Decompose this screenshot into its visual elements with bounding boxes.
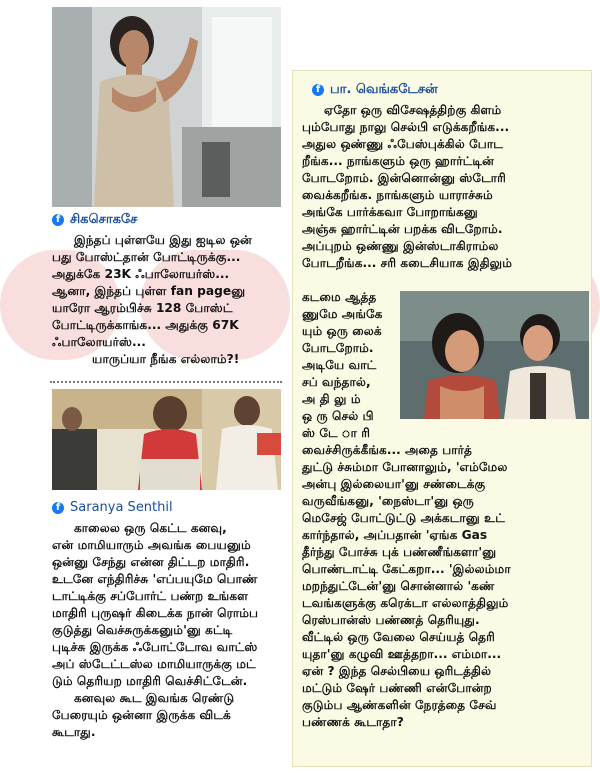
post1-line: ஃபாலோயர்ஸ்... [52, 335, 146, 349]
post1-line: அதுக்கே 23K ஃபாலோயர்ஸ்... [52, 267, 230, 281]
post2-photo [52, 389, 281, 490]
post1-line: ஆனா, இந்தப் புள்ள fan pageனு [52, 284, 246, 298]
post3-line: அஞ்சு ஹார்ட்டின் பறக்க விடறோம். [302, 222, 503, 236]
post3-line: பொண்டாட்டி கேட்கறா... 'இல்லம்மா [302, 562, 511, 576]
post3-body-bottom [302, 442, 585, 731]
post3-line: கார்ந்தால், அப்பதான் 'ஏங்க Gas [302, 528, 488, 542]
post2-author-name: Saranya Senthil [70, 500, 173, 515]
post2-line: டும் தெரியற மாதிரி வெச்சிட்டேன். [52, 674, 248, 688]
post3-line: ஏன் ? இந்த செல்பியை ஒரிடத்தில் [302, 664, 492, 678]
post3-line: அ தி லு ம் [302, 392, 361, 406]
post3-line: டவங்களுக்கு கரெக்டா எல்லாத்திலும் [302, 596, 509, 610]
post3-line: யும் ஒரு லைக் [302, 324, 382, 338]
post2-line: அப் ஸ்டேட்டஸ்ல மாமியாருக்கு மட் [52, 657, 256, 671]
post3-line: போடறீங்க... சரி கடைசியாக இதிலும் [302, 256, 513, 270]
section-divider [50, 381, 282, 383]
post1-line: போட்டிருக்காங்க... அதுக்கு 67K [52, 318, 239, 332]
post3-line: போடறோம். [302, 341, 374, 355]
post3-line: அதுல ஒண்ணு ஃபேஸ்புக்கில் போட [302, 137, 503, 151]
post3-line: யுதா'னு கழுவி ஊத்தறா... எம்மா... [302, 647, 502, 661]
post2-line: டாட்டிக்கு சப்போர்ட் பண்ற உங்கள [52, 589, 249, 603]
post3-line: ணுமே அங்கே [302, 307, 383, 321]
post2-line: என் மாமியாரும் அவங்க பையனும் [52, 538, 251, 552]
post1-author-name: சிகசொகசே [70, 212, 138, 227]
post3-line: வீட்டில் ஒரு வேலை செய்யத் தெரி [302, 630, 495, 644]
post3-line: மெசேஜ் போட்டுட்டு அக்கடானு உட் [302, 511, 505, 525]
post3-author[interactable] [312, 82, 438, 98]
post3-body-wrap [302, 289, 396, 442]
post1-photo [52, 7, 281, 207]
post2-line: மாதிரி புருஷர் கிடைக்க நான் ரொம்ப [52, 606, 259, 620]
post3-line: குடும்ப ஆண்களின் நேரத்தை சேவ் [302, 698, 497, 712]
post3-author-name: பா. வெங்கடேசன் [330, 82, 438, 97]
post2-line: கூடாது. [52, 725, 96, 739]
post1-line: யாரோ ஆரம்பிச்சு 128 போஸ்ட் [52, 301, 233, 315]
post3-line: அங்கே பார்க்கவா போறாங்கனு [302, 205, 478, 219]
post3-photo [400, 291, 589, 419]
post1-line: பது போஸ்ட்தான் போட்டிருக்கு... [52, 250, 241, 264]
post2-line: குடுத்து வெச்சுருக்கனும்'னு கட்டி [52, 623, 233, 637]
facebook-icon: f [52, 502, 64, 514]
post2-author[interactable] [52, 500, 173, 515]
post3-line: வருவீங்கனு, 'நைஸ்டா'னு ஒரு [302, 494, 474, 508]
post3-line: ஸ் டே ா ரி [302, 426, 371, 440]
post3-line: வைக்கறீங்க. நாங்களும் யாராச்சும் [302, 188, 493, 202]
post1-body [52, 232, 281, 368]
facebook-icon: f [312, 84, 324, 96]
post1-line: இந்தப் புள்ளயே இது ஐடில ஒன் [74, 233, 252, 247]
post2-body [52, 520, 281, 741]
post3-line: மறந்துட்டேன்'னு சொன்னால் 'கண் [302, 579, 495, 593]
post3-line: ஒ ரு செல் பி [302, 409, 374, 423]
post1-author[interactable] [52, 212, 137, 228]
facebook-icon: f [52, 214, 64, 226]
post2-line: கனவுல கூட இவங்க ரெண்டு [74, 691, 235, 705]
post3-line: தீர்ந்து போச்சு புக் பண்ணீங்களா'னு [302, 545, 497, 559]
post3-line: ஏதோ ஒரு விசேஷத்திற்கு கிளம் [324, 103, 502, 117]
post3-line: போடறோம். இன்னொன்னு ஸ்டோரி [302, 171, 506, 185]
post2-line: உடனே எந்திரிச்சு 'எப்பயுமே பொண் [52, 572, 258, 586]
post3-body-top [302, 102, 585, 272]
post2-line: புடிச்சு இருக்க ஃபோட்டோவ வாட்ஸ் [52, 640, 258, 654]
post3-line: வைச்சிருக்கீங்க... அதை பார்த் [302, 443, 472, 457]
post3-line: பும்போது நாலு செல்பி எடுக்கறீங்க... [302, 120, 510, 134]
post3-line: துட்டு ச்சும்மா போனாலும், 'எம்மேல [302, 460, 508, 474]
post3-line: சப் வந்தால், [302, 375, 371, 389]
post2-line: ஒன்னு சேந்து என்ன திட்டற மாதிரி. [52, 555, 250, 569]
post2-line: பேரையும் ஒன்னா இருக்க விடக் [52, 708, 231, 722]
post3-line: மட்டும் ஷேர் பண்ணி என்போன்ற [302, 681, 492, 695]
post2-line: காலைல ஒரு கெட்ட கனவு, [74, 521, 227, 535]
post3-line: றீங்க... நாங்களும் ஒரு ஹார்ட்டின் [302, 154, 494, 168]
post3-line: ரெஸ்பான்ஸ் பண்ணத் தெரியுது. [302, 613, 480, 627]
post3-line: பண்ணக் கூடாதா? [302, 715, 404, 729]
post1-line: யாருப்யா நீங்க எல்லாம்?! [92, 352, 240, 366]
post3-line: அடியே வாட் [302, 358, 377, 372]
post3-line: அன்பு இல்லையா'னு சண்டைக்கு [302, 477, 486, 491]
post3-line: அப்புறம் ஒண்ணு இன்ஸ்டாகிராம்ல [302, 239, 499, 253]
post3-line: கடமை ஆத்த [302, 290, 377, 304]
